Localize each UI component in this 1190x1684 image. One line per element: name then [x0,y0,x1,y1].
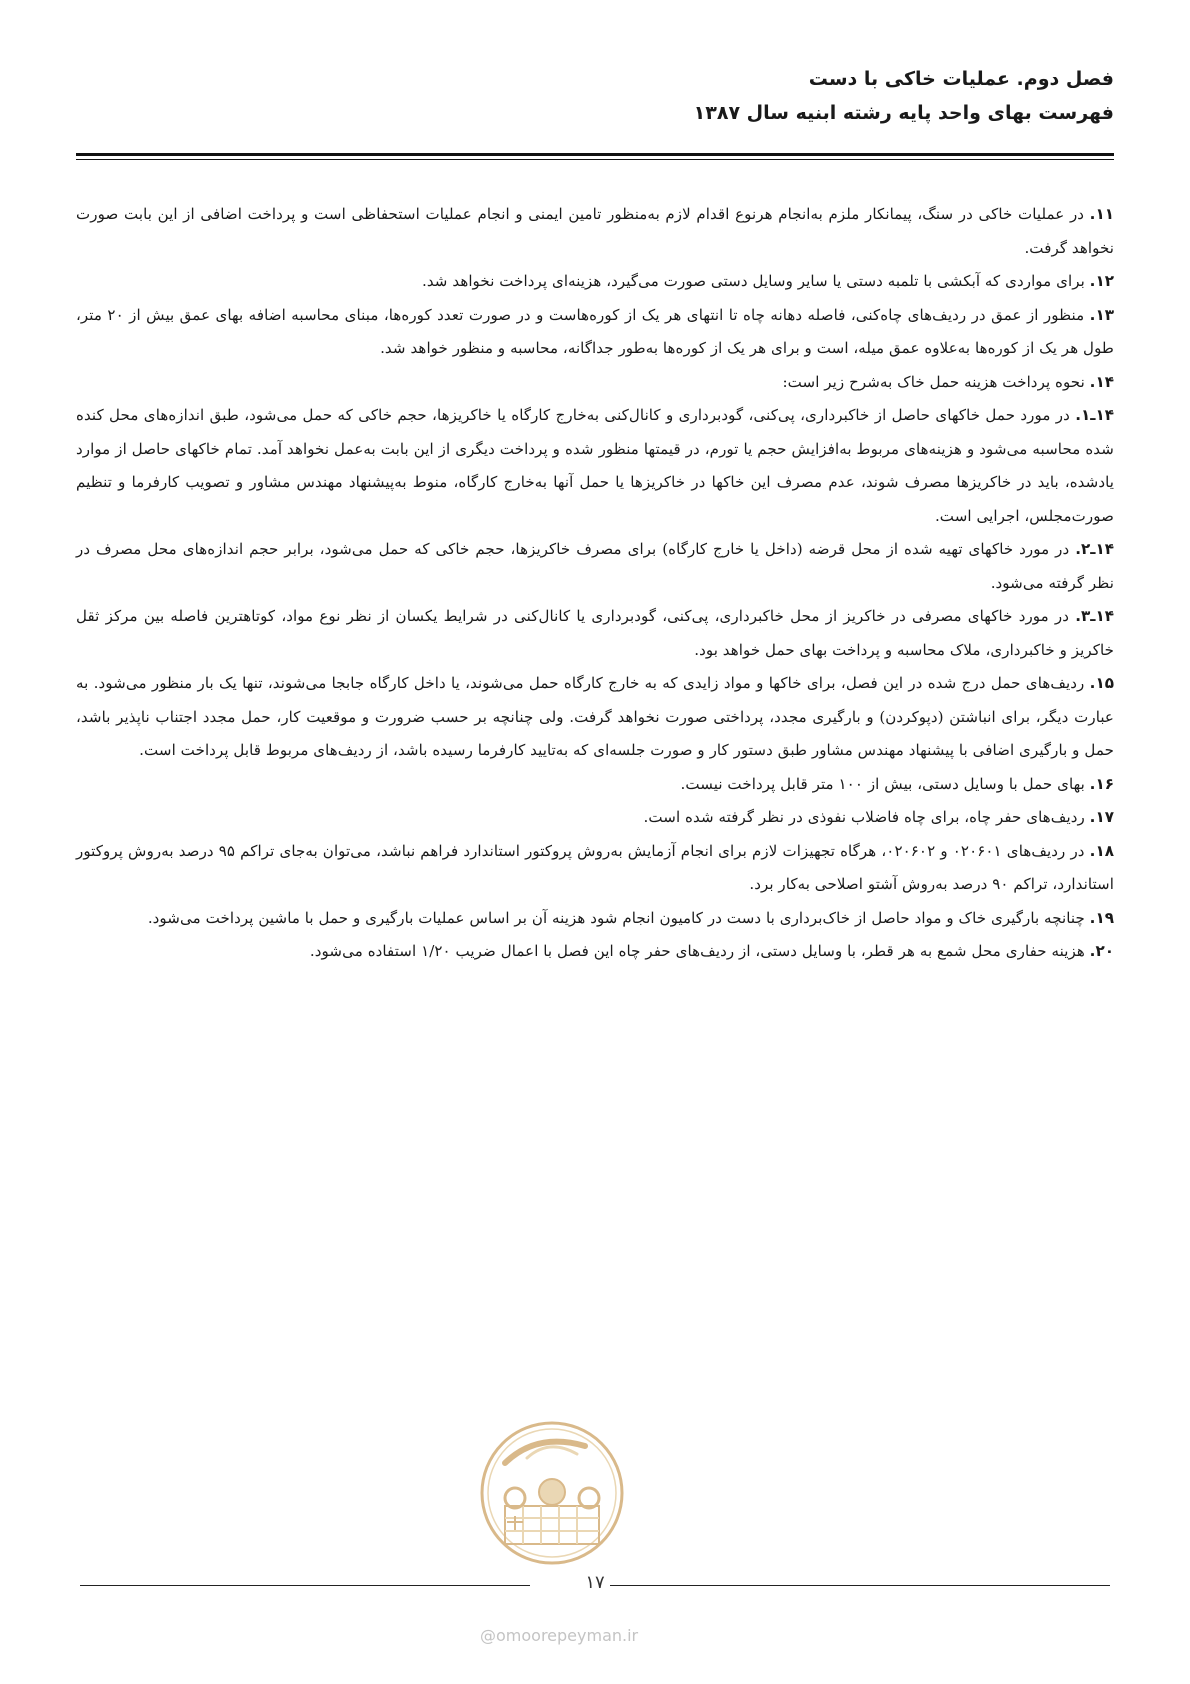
paragraph-text: در ردیف‌های ۰۲۰۶۰۱ و ۰۲۰۶۰۲، هرگاه تجهیزات لازم برای انجام آزمایش به‌روش پروکتور استاندارد فراهم نباشد، می‌توان به‌جای تراکم ۹۵ درصد به‌روش پروکتور استاندارد، تراکم ۹۰ درصد به‌روش آشتو اصلاحی به‌کار برد. [76,841,1114,893]
header-rule-thin [76,159,1114,160]
paragraph-12 [76,265,1114,299]
paragraph-number: ۲۰. [1089,942,1114,960]
header-rule-thick [76,153,1114,156]
paragraph-15 [76,667,1114,768]
paragraph-18 [76,835,1114,902]
footer-rule-left [80,1585,530,1586]
paragraph-text: چنانچه بارگیری خاک و مواد حاصل از خاک‌برداری با دست در کامیون انجام شود هزینه آن بر اساس عملیات بارگیری و حمل با ماشین پرداخت می‌شود. [147,908,1090,927]
chapter-title: فصل دوم. عملیات خاکی با دست [808,68,1114,90]
paragraph-number: ۱۶. [1089,774,1114,793]
paragraph-14-3 [76,600,1114,667]
paragraph-number: ۱۱. [1089,205,1114,223]
paragraph-number: ۱۹. [1089,908,1114,927]
paragraph-text: هزینه حفاری محل شمع به هر قطر، با وسایل دستی، از ردیف‌های حفر چاه این فصل با اعمال ضریب ۱/۲۰ استفاده می‌شود. [309,942,1090,960]
paragraph-text: نحوه پرداخت هزینه حمل خاک به‌شرح زیر است: [782,372,1090,391]
paragraph-text: در عملیات خاکی در سنگ، پیمانکار ملزم به‌انجام هرنوع اقدام لازم به‌منظور تامین ایمنی و انجام عملیات استحفاظی است و پرداخت اضافی از این بابت صورت نخواهد گرفت. [76,205,1114,257]
paragraph-text: در مورد حمل خاکهای حاصل از خاکبرداری، پی‌کنی، گودبرداری و کانال‌کنی به‌خارج کارگاه یا خاکریزها، حجم خاکی که حمل می‌شود، طبق اندازه‌های محل کنده شده محاسبه می‌شود و هزینه‌های مربوط به‌افزایش حجم یا تورم، در قیمتها منظور شده و پرداخت دیگری از این بابت به‌عمل نخواهد آمد. تمام خاکهای حاصل از موارد یادشده، باید در خاکریزها مصرف شوند، عدم مصرف این خاکها در خاکریزها یا حمل آنها به‌خارج کارگاه، منوط به‌پیشنهاد مهندس مشاور و تصویب کارفرما و تنظیم صورت‌مجلس، اجرایی است. [76,406,1114,525]
paragraph-number: ۱۲. [1089,272,1114,290]
paragraph-14 [76,366,1114,400]
document-title: فهرست بهای واحد پایه رشته ابنیه سال ۱۳۸۷ [693,102,1114,124]
body-content [76,198,1114,969]
paragraph-text: منظور از عمق در ردیف‌های چاه‌کنی، فاصله دهانه چاه تا انتهای هر یک از کوره‌هاست و در صورت تعدد کوره‌ها، مبنای محاسبه اضافه بهای عمق بیش از ۲۰ متر، طول هر یک از کوره‌ها به‌علاوه عمق میله، است و برای هر یک از کوره‌ها به‌طور جداگانه، محاسبه و منظور خواهد شد. [76,305,1114,357]
paragraph-20 [76,935,1114,969]
paragraph-number: ۱۴. [1089,372,1114,391]
paragraph-number: ۱۳. [1089,305,1114,324]
paragraph-text: برای مواردی که آبکشی با تلمبه دستی یا سایر وسایل دستی صورت می‌گیرد، هزینه‌ای پرداخت نخواهد شد. [422,272,1090,290]
paragraph-number: ۱۴ـ۱. [1075,406,1115,424]
paragraph-number: ۱۴ـ۲. [1075,540,1114,558]
paragraph-14-1 [76,399,1114,533]
paragraph-text: ردیف‌های حفر چاه، برای چاه فاضلاب نفوذی در نظر گرفته شده است. [643,808,1090,826]
paragraph-17 [76,801,1114,835]
paragraph-number: ۱۷. [1089,808,1114,826]
paragraph-number: ۱۴ـ۳. [1075,607,1114,625]
paragraph-text: بهای حمل با وسایل دستی، بیش از ۱۰۰ متر قابل پرداخت نیست. [680,774,1090,793]
watermark: @omoorepeyman.ir [480,1626,639,1645]
paragraph-16 [76,768,1114,802]
page-header [76,62,1114,130]
paragraph-11 [76,198,1114,265]
footer-rule-right [610,1585,1110,1586]
paragraph-19 [76,902,1114,936]
paragraph-14-2 [76,533,1114,600]
paragraph-number: ۱۵. [1089,674,1114,692]
page-number: ۱۷ [585,1572,605,1593]
paragraph-text: در مورد خاکهای تهیه شده از محل قرضه (داخل یا خارج کارگاه) برای مصرف خاکریزها، حجم خاکی که حمل می‌شود، برابر حجم اندازه‌های محل مصرف در نظر گرفته می‌شود. [76,540,1114,592]
paragraph-text: در مورد خاکهای مصرفی در خاکریز از محل خاکبرداری، پی‌کنی، گودبرداری یا کانال‌کنی در شرایط یکسان از نظر نوع مواد، کوتاهترین فاصله بین مرکز ثقل خاکریز و خاکبرداری، ملاک محاسبه و پرداخت بهای حمل خواهد بود. [76,607,1114,659]
paragraph-number: ۱۸. [1089,841,1114,860]
seal-logo-icon [477,1418,627,1568]
paragraph-text: ردیف‌های حمل درج شده در این فصل، برای خاکها و مواد زایدی که به خارج کارگاه حمل می‌شوند، یا داخل کارگاه جابجا می‌شوند، تنها یک بار منظور می‌شود. به عبارت دیگر، برای انباشتن (دپوکردن) و بارگیری مجدد، پرداختی صورت نخواهد گرفت. ولی چنانچه بر حسب ضرورت و موقعیت کار، حمل مجدد اجتناب ناپذیر باشد، حمل و بارگیری اضافی با پیشنهاد مهندس مشاور طبق دستور کار و صورت جلسه‌ای که به‌تایید کارفرما رسیده باشد، از ردیف‌های مربوط قابل پرداخت است. [76,674,1114,759]
paragraph-13 [76,299,1114,366]
